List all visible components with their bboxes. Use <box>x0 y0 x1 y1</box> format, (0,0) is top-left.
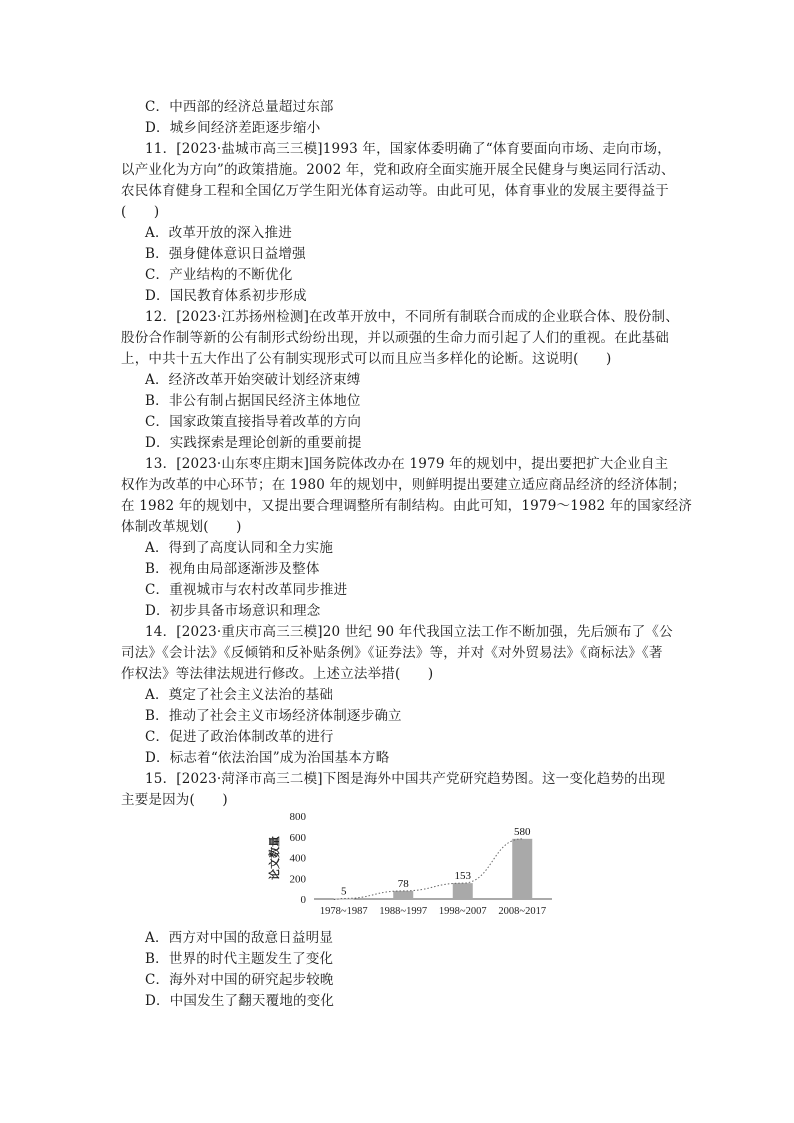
q10-option-d: D．城乡间经济差距逐步缩小 <box>145 120 321 136</box>
bar <box>334 898 354 899</box>
y-tick-label: 200 <box>289 873 306 886</box>
q13-option-b: B．视角由局部逐渐涉及整体 <box>145 561 320 577</box>
q15-stem-line: 15．[2023·菏泽市高三二模]下图是海外中国共产党研究趋势图。这一变化趋势的出现 <box>145 771 666 787</box>
q14-option-a: A．奠定了社会主义法治的基础 <box>145 687 334 703</box>
bar-value-label: 153 <box>454 870 471 883</box>
q11-stem-line: 农民体育健身工程和全国亿万学生阳光体育运动等。由此可见，体育事业的发展主要得益于 <box>121 183 669 199</box>
q15-option-b: B．世界的时代主题发生了变化 <box>145 951 334 967</box>
bar-value-label: 580 <box>514 825 531 838</box>
x-tick-label: 1998~2007 <box>438 906 487 917</box>
q11-option-d: D．国民教育体系初步形成 <box>145 288 307 304</box>
q11-stem-line: 11．[2023·盐城市高三三模]1993 年，国家体委明确了“体育要面向市场、走向市场， <box>145 141 671 157</box>
q13-option-c: C．重视城市与农村改革同步推进 <box>145 582 348 598</box>
bar <box>512 839 532 899</box>
y-axis-label: 论文数量 <box>269 836 281 880</box>
x-tick-label: 1978~1987 <box>319 906 368 917</box>
q11-option-b: B．强身健体意识日益增强 <box>145 246 306 262</box>
q14-option-c: C．促进了政治体制改革的进行 <box>145 729 334 745</box>
research-trend-chart <box>268 808 558 926</box>
y-tick-label: 600 <box>289 831 306 844</box>
q12-stem-line: 上，中共十五大作出了公有制实现形式可以而且应当多样化的论断。这说明( ) <box>121 351 612 367</box>
bar-value-label: 5 <box>341 885 347 898</box>
q13-stem-line: 在 1982 年的规划中，又提出要合理调整所有制结构。由此可知，1979～1982 年的国家经济 <box>121 498 693 514</box>
q11-option-c: C．产业结构的不断优化 <box>145 267 293 283</box>
q13-stem-line: 13．[2023·山东枣庄期末]国务院体改办在 1979 年的规划中，提出要把扩大企业自主 <box>145 456 669 472</box>
y-tick-label: 0 <box>300 894 306 906</box>
q13-stem-line: 权作为改革的中心环节；在 1980 年的规划中，则鲜明提出要建立适应商品经济的经济体制； <box>121 477 686 493</box>
q11-stem-line: ( ) <box>121 204 160 220</box>
q13-option-a: A．得到了高度认同和全力实施 <box>145 540 334 556</box>
q11-stem-line: 以产业化为方向”的政策措施。2002 年，党和政府全面实施开展全民健身与奥运同行活动、 <box>121 162 675 178</box>
q12-option-d: D．实践探索是理论创新的重要前提 <box>145 435 362 451</box>
bar-value-label: 78 <box>397 877 409 890</box>
q10-option-c: C．中西部的经济总量超过东部 <box>145 99 334 115</box>
q12-stem-line: 股份合作制等新的公有制形式纷纷出现，并以顽强的生命力而引起了人们的重视。在此基础 <box>121 330 669 346</box>
q15-stem-line: 主要是因为( ) <box>121 792 228 808</box>
x-tick-label: 2008~2017 <box>498 906 547 917</box>
x-tick-label: 1988~1997 <box>379 906 428 917</box>
q12-stem-line: 12．[2023·江苏扬州检测]在改革开放中，不同所有制联合而成的企业联合体、股份制、 <box>145 309 679 325</box>
q11-option-a: A．改革开放的深入推进 <box>145 225 292 241</box>
q15-option-d: D．中国发生了翻天覆地的变化 <box>145 993 335 1009</box>
q14-stem-line: 司法》《会计法》《反倾销和反补贴条例》《证券法》等，并对《对外贸易法》《商标法》《著 <box>121 645 663 661</box>
bar <box>453 883 473 899</box>
q13-stem-line: 体制改革规划( ) <box>121 519 242 535</box>
q12-option-a: A．经济改革开始突破计划经济束缚 <box>145 372 361 388</box>
q12-option-b: B．非公有制占据国民经济主体地位 <box>145 393 361 409</box>
q15-option-c: C．海外对中国的研究起步较晚 <box>145 972 334 988</box>
q12-option-c: C．国家政策直接指导着改革的方向 <box>145 414 362 430</box>
q14-option-d: D．标志着“依法治国”成为治国基本方略 <box>145 750 390 766</box>
q14-stem-line: 14．[2023·重庆市高三三模]20 世纪 90 年代我国立法工作不断加强，先后颁布了《公 <box>145 624 673 640</box>
bar-chart-svg <box>268 808 558 926</box>
q15-option-a: A．西方对中国的敌意日益明显 <box>145 930 334 946</box>
y-tick-label: 400 <box>289 852 306 865</box>
q13-option-d: D．初步具备市场意识和理念 <box>145 603 321 619</box>
q14-stem-line: 作权法》等法律法规进行修改。上述立法举措( ) <box>121 666 434 682</box>
bar <box>393 891 413 899</box>
y-tick-label: 800 <box>289 811 306 823</box>
trend-line <box>334 839 523 900</box>
q14-option-b: B．推动了社会主义市场经济体制逐步确立 <box>145 708 402 724</box>
